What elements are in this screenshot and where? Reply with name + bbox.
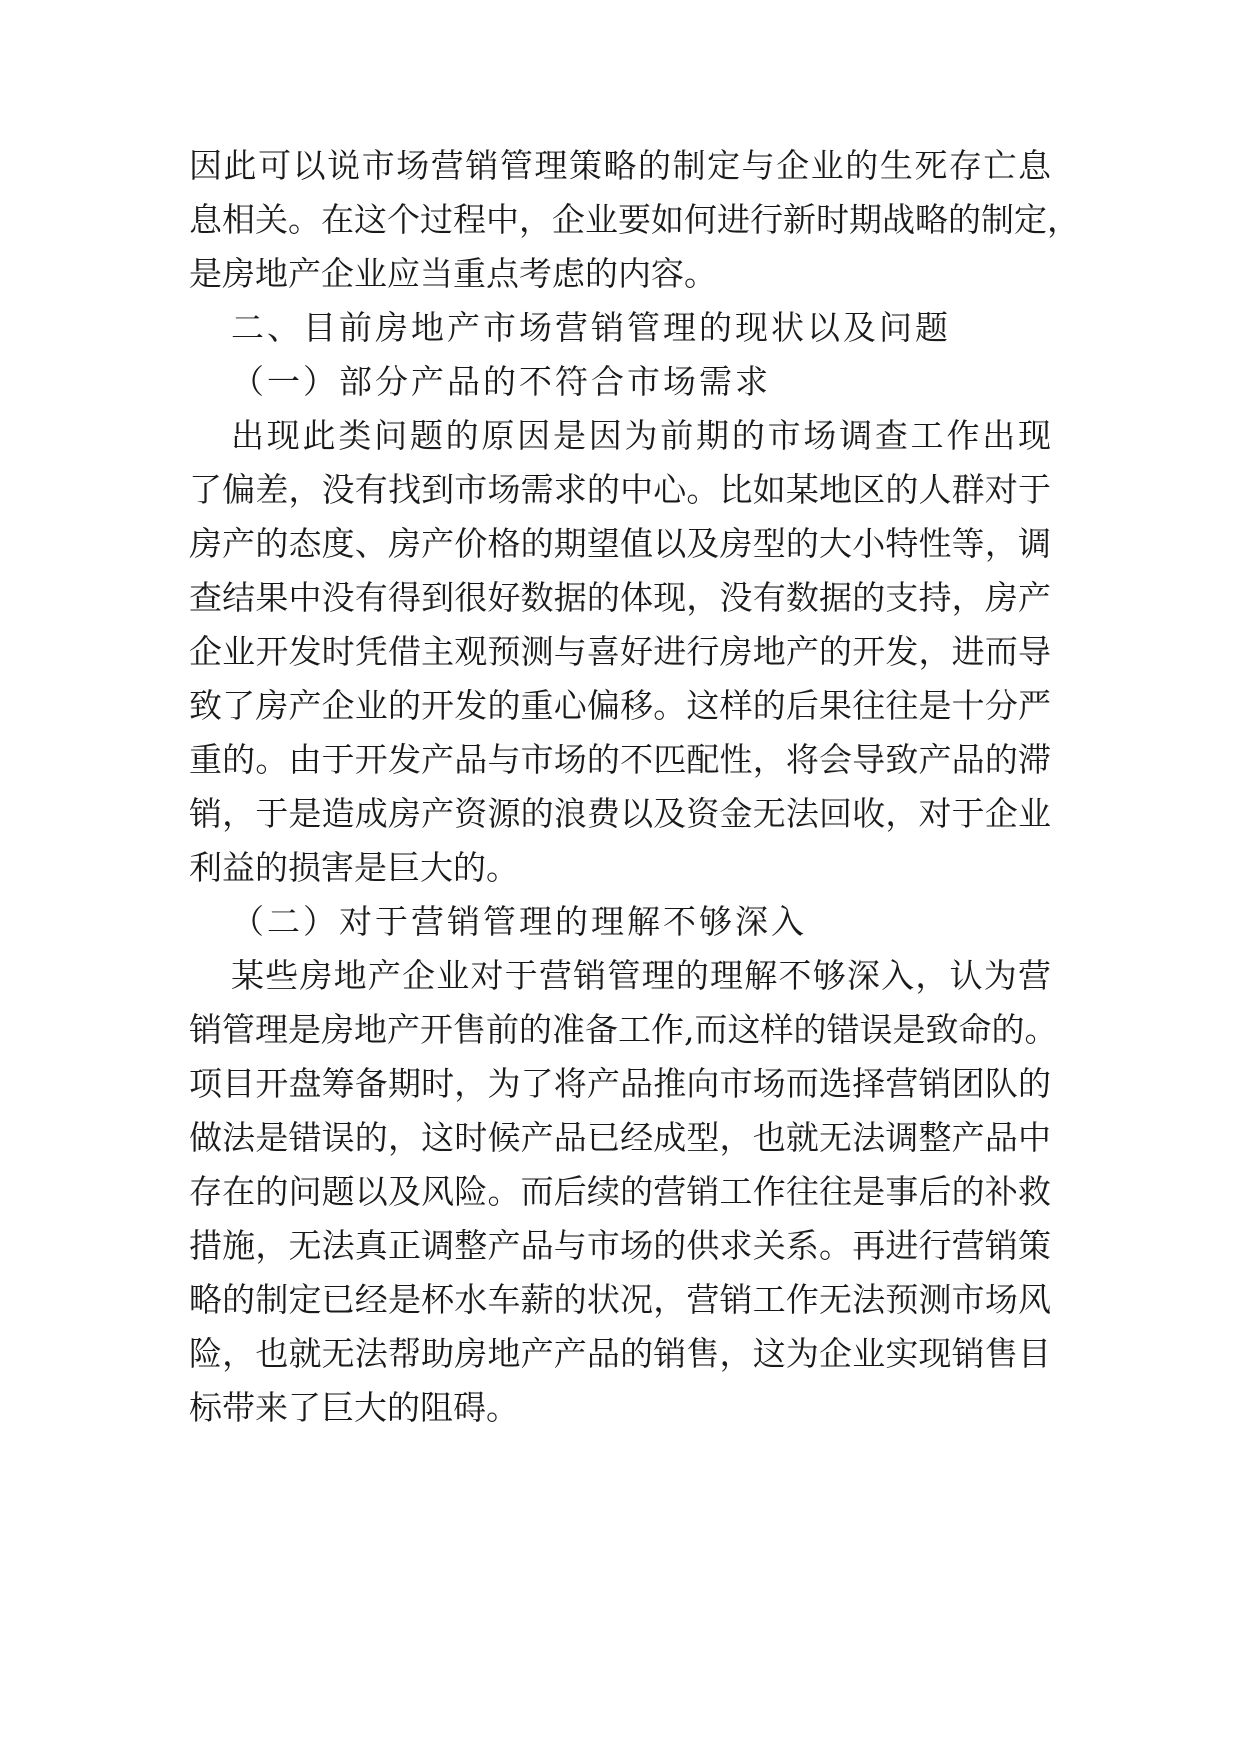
paragraph-line: 利益的损害是巨大的。 (189, 848, 519, 887)
paragraph-line: 销管理是房地产开售前的准备工作,而这样的错误是致命的。 (189, 1010, 1058, 1049)
paragraph-line: 险，也就无法帮助房地产产品的销售，这为企业实现销售目 (189, 1334, 1051, 1373)
paragraph-line: 措施，无法真正调整产品与市场的供求关系。再进行营销策 (189, 1226, 1051, 1265)
paragraph-line: 标带来了巨大的阻碍。 (189, 1388, 519, 1427)
paragraph-line: 略的制定已经是杯水车薪的状况，营销工作无法预测市场风 (189, 1280, 1051, 1319)
section-heading: 二、目前房地产市场营销管理的现状以及问题 (231, 308, 951, 347)
paragraph-line: 销，于是造成房产资源的浪费以及资金无法回收，对于企业 (189, 794, 1051, 833)
paragraph-line: 某些房地产企业对于营销管理的理解不够深入，认为营 (231, 956, 1051, 995)
paragraph-line: 息相关。在这个过程中，企业要如何进行新时期战略的制定， (189, 200, 1080, 239)
paragraph-line: 了偏差，没有找到市场需求的中心。比如某地区的人群对于 (189, 470, 1051, 509)
paragraph-line: 是房地产企业应当重点考虑的内容。 (189, 254, 717, 293)
subheading-1: （一）部分产品的不符合市场需求 (231, 362, 771, 401)
paragraph-line: 存在的问题以及风险。而后续的营销工作往往是事后的补救 (189, 1172, 1051, 1211)
paragraph-line: 企业开发时凭借主观预测与喜好进行房地产的开发，进而导 (189, 632, 1051, 671)
subheading-2: （二）对于营销管理的理解不够深入 (231, 902, 807, 941)
paragraph-line: 致了房产企业的开发的重心偏移。这样的后果往往是十分严 (189, 686, 1051, 725)
paragraph-line: 项目开盘筹备期时，为了将产品推向市场而选择营销团队的 (189, 1064, 1051, 1103)
paragraph-line: 出现此类问题的原因是因为前期的市场调查工作出现 (231, 416, 1051, 455)
paragraph-line: 做法是错误的，这时候产品已经成型，也就无法调整产品中 (189, 1118, 1051, 1157)
paragraph-line: 重的。由于开发产品与市场的不匹配性，将会导致产品的滞 (189, 740, 1051, 779)
paragraph-line: 因此可以说市场营销管理策略的制定与企业的生死存亡息 (189, 146, 1051, 185)
paragraph-line: 查结果中没有得到很好数据的体现，没有数据的支持，房产 (189, 578, 1051, 617)
paragraph-line: 房产的态度、房产价格的期望值以及房型的大小特性等，调 (189, 524, 1051, 563)
